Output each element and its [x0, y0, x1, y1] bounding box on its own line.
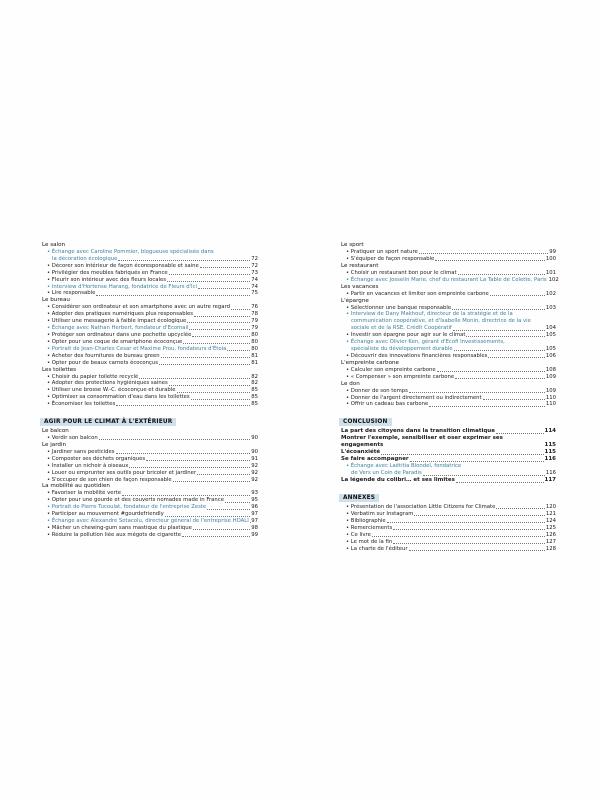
entry-title: • Portrait de Pierre Tucoulat, fondateur de l'entreprise Zeste	[47, 504, 207, 511]
entry-line	[346, 339, 556, 346]
entry-line	[47, 256, 258, 263]
entry-title: • Opter pour une gourde et des couverts nomades made in France	[47, 497, 224, 504]
page-number: 110	[545, 394, 556, 401]
dot-leader	[177, 392, 251, 393]
toc-entry[interactable]	[42, 532, 258, 539]
entry-title: • Jardiner sans pesticides	[47, 448, 115, 455]
entry-title: • Fleurir son intérieur avec des fleurs locales	[47, 276, 167, 283]
page-number: 98	[251, 525, 258, 531]
page-number: 79	[251, 318, 258, 325]
entry-title: • Ce livre	[346, 531, 371, 538]
page-number: 109	[545, 387, 556, 394]
dot-leader	[227, 350, 250, 351]
dot-leader	[496, 433, 544, 434]
toc-entry[interactable]	[341, 249, 556, 256]
entry-title: La légende du colibri… et ses limites	[341, 477, 455, 484]
toc-entry[interactable]	[341, 504, 556, 511]
entry-title: • La charte de l'éditeur	[346, 545, 408, 552]
toc-entry[interactable]	[341, 395, 556, 402]
toc-entry[interactable]	[42, 449, 258, 456]
dot-leader	[387, 522, 545, 523]
page-number: 126	[545, 531, 556, 538]
toc-entry[interactable]	[341, 276, 559, 284]
toc-entry[interactable]	[42, 490, 258, 497]
section-title-vacances: Les vacances	[341, 283, 379, 290]
page-number: 121	[545, 511, 556, 518]
section-title-restaurant: Le restaurant	[341, 262, 379, 269]
toc-entry[interactable]	[341, 532, 556, 539]
dot-leader	[169, 274, 251, 275]
entry-title: • Donner de l'argent directement ou indirectement	[346, 394, 482, 401]
page-number: 80	[251, 338, 258, 345]
page-number: 85	[251, 401, 258, 408]
entry-title: • Verdir son balcon	[47, 435, 98, 442]
entry-title: • Protéger son ordinateur dans une pochette upcyclée	[47, 331, 192, 338]
entry-title-cont: de Vers un Coin de Paradis	[351, 470, 422, 477]
entry-title-cont: la décoration écologique	[52, 255, 118, 262]
dot-leader	[452, 309, 545, 310]
section-title-sport: Le sport	[341, 242, 364, 248]
page-number: 117	[544, 477, 556, 484]
entry-title: • Donner de son temps	[346, 387, 408, 394]
entry-title: • Sélectionner une banque responsable	[346, 304, 452, 311]
dot-leader	[393, 529, 545, 530]
dot-leader	[116, 453, 251, 454]
entry-title: • Choisir un restaurant bon pour le climat	[346, 269, 457, 276]
dot-leader	[182, 536, 250, 537]
entry-title: L'écoanxiété	[341, 449, 381, 456]
page-number: 106	[545, 352, 556, 359]
page-number: 72	[251, 255, 258, 262]
toc-entry[interactable]	[341, 339, 556, 353]
page-number: 95	[251, 497, 258, 504]
entry-title: • Utiliser une messagerie à faible impact écologique	[47, 318, 187, 325]
entry-title: • Présentation de l'association Little Citizens for Climate	[346, 504, 496, 511]
page-number: 96	[251, 504, 258, 511]
page-number: 97	[251, 511, 258, 518]
toc-entry[interactable]	[42, 525, 258, 532]
page-number: 116	[544, 456, 556, 463]
entry-title: • Adopter des pratiques numériques plus responsables	[47, 311, 194, 318]
dot-leader	[116, 405, 250, 406]
toc-entry[interactable]	[42, 518, 258, 525]
toc-entry[interactable]	[341, 511, 556, 518]
page-number: 92	[251, 462, 258, 469]
dot-leader	[423, 475, 545, 476]
entry-title: • Louer ou emprunter ses outils pour bricoler et jardiner	[47, 469, 197, 476]
toc-entry[interactable]	[42, 463, 258, 470]
dot-leader	[165, 516, 250, 517]
page-number: 105	[545, 345, 556, 352]
entry-title: • Échange avec Nathan Herbert, fondateur d'Ecomail	[47, 325, 189, 332]
entry-title: • Échange avec Caroline Pommier, blogueuse spécialisée dans	[47, 249, 214, 255]
page-number: 100	[545, 255, 556, 262]
dot-leader	[225, 502, 250, 503]
dot-leader	[372, 536, 545, 537]
entry-title: • Considérer son ordinateur et son smartphone avec un autre regard	[47, 304, 230, 311]
dot-leader	[455, 378, 545, 379]
page-number: 115	[544, 449, 556, 456]
page-number: 72	[251, 262, 258, 269]
entry-title: • Décorer son intérieur de façon écoresponsable et saine	[47, 262, 199, 269]
entry-line	[346, 346, 556, 353]
entry-title: • Choisir du papier toilette recyclé	[47, 373, 139, 380]
toc-entry[interactable]	[341, 291, 556, 298]
page-number: 109	[545, 373, 556, 380]
section-title-empreinte: L'empreinte carbone	[341, 359, 399, 366]
dot-leader	[414, 515, 544, 516]
dot-leader	[193, 529, 250, 530]
entry-title-cont: sociale et de la RSE, Crédit Coopératif	[351, 325, 452, 332]
dot-leader	[393, 543, 545, 544]
page-number: 102	[545, 290, 556, 297]
dot-leader	[169, 385, 250, 386]
toc-entry[interactable]	[42, 497, 258, 504]
entry-title: • Verbatim sur Instagram	[346, 511, 414, 518]
page-number: 99	[251, 531, 258, 538]
conclusion-entry[interactable]	[341, 435, 556, 449]
entry-title: • Opter pour de beaux carnets écoconçus	[47, 359, 159, 366]
toc-entry[interactable]	[42, 332, 258, 339]
dot-leader	[146, 460, 250, 461]
page-number: 92	[251, 476, 258, 483]
entry-title: • « Compenser » son empreinte carbone	[346, 373, 455, 380]
conclusion-entry[interactable]	[341, 477, 556, 484]
entry-title-cont: spécialiste du développement durable	[351, 345, 453, 352]
page-number: 85	[251, 394, 258, 401]
dot-leader	[458, 274, 545, 275]
entry-title: • Acheter des fournitures de bureau green	[47, 352, 160, 359]
section-title-mobilite: La mobilité au quotidien	[42, 483, 110, 490]
page-number: 82	[251, 373, 258, 380]
entry-title: • Favoriser la mobilité verte	[47, 490, 122, 497]
toc-entry[interactable]	[341, 388, 556, 395]
page-number: 79	[251, 325, 258, 332]
page-number: 114	[544, 428, 556, 435]
dot-leader	[198, 288, 250, 289]
entry-title: • S'occuper de son chien de façon responsable	[47, 476, 172, 483]
toc-entry[interactable]	[42, 284, 258, 291]
dot-leader	[488, 357, 545, 358]
entry-title: • Lire responsable	[47, 290, 96, 297]
section-bar-conclusion: CONCLUSION	[339, 418, 392, 426]
dot-leader	[194, 316, 250, 317]
dot-leader	[409, 392, 545, 393]
page-number: 127	[545, 538, 556, 545]
toc-entry[interactable]	[42, 387, 258, 394]
page-number: 74	[251, 283, 258, 290]
page-number: 80	[251, 331, 258, 338]
entry-title: La part des citoyens dans la transition climatique	[341, 428, 495, 435]
toc-entry[interactable]	[42, 456, 258, 463]
section-title-salon: Le salon	[42, 242, 66, 248]
section-title-don: Le don	[341, 380, 360, 387]
toc-entry[interactable]	[341, 525, 556, 532]
page-number: 81	[251, 352, 258, 359]
entry-title: • Participer au mouvement #gourdefriendly	[47, 511, 164, 518]
page-number: 81	[251, 359, 258, 366]
dot-leader	[129, 467, 250, 468]
dot-leader	[410, 461, 544, 462]
toc-entry[interactable]	[341, 539, 556, 546]
toc-entry[interactable]	[42, 360, 258, 367]
page-number: 97	[251, 518, 258, 525]
page-number: 128	[545, 545, 556, 552]
entry-title: • Interview de Dany Makhouf, directeur de la stratégie et de la	[346, 311, 513, 318]
dot-leader	[197, 474, 250, 475]
section-title-bureau: Le bureau	[42, 297, 70, 304]
page-number: 93	[251, 490, 258, 497]
toc-entry[interactable]	[42, 339, 258, 346]
dot-leader	[139, 378, 250, 379]
entry-title: • Échange avec Alexandre Sotacolu, directeur général de l'entreprise HOALI	[47, 518, 249, 525]
entry-title: • Investir son épargne pour agir sur le climat	[346, 332, 466, 339]
dot-leader	[231, 309, 250, 310]
dot-leader	[454, 350, 545, 351]
entry-title: Montrer l'exemple, sensibiliser et oser exprimer ses engagements	[341, 435, 503, 449]
entry-title: • Échange avec Laëtitia Blondel, fondatrice	[346, 463, 462, 470]
entry-title: • Pratiquer un sport nature	[346, 249, 418, 255]
entry-title: • Remerciements	[346, 524, 393, 531]
dot-leader	[437, 371, 545, 372]
dot-leader	[122, 495, 250, 496]
page-number: 105	[545, 332, 556, 339]
dot-leader	[207, 509, 250, 510]
dot-leader	[453, 330, 545, 331]
dot-leader	[118, 260, 250, 261]
toc-entry[interactable]	[42, 346, 258, 353]
section-title-toilettes: Les toilettes	[42, 366, 77, 373]
dot-leader	[200, 267, 250, 268]
entry-title: • Le mot de la fin	[346, 538, 393, 545]
entry-title: • Opter pour une coque de smartphone écoconçue	[47, 338, 183, 345]
entry-title: • Bibliographie	[346, 517, 386, 524]
entry-line	[47, 249, 258, 256]
entry-title: • Économiser les toilettes	[47, 401, 116, 408]
page-number: 73	[251, 269, 258, 276]
entry-title: • Interview d'Hortense Harang, fondatrice de Fleurs d'Ici	[47, 283, 197, 290]
dot-leader	[189, 329, 250, 330]
dot-leader	[99, 439, 251, 440]
toc-entry[interactable]	[341, 374, 556, 381]
toc-entry[interactable]	[341, 256, 556, 263]
page-number: 80	[251, 345, 258, 352]
page-number: 90	[251, 435, 258, 442]
entry-title: • Échange avec Olivier Ken, gérant d'Ecofi Investissements,	[346, 339, 505, 346]
page-number: 104	[545, 325, 556, 332]
toc-entry[interactable]	[341, 463, 556, 477]
dot-leader	[496, 508, 545, 509]
dot-leader	[419, 253, 548, 254]
toc-entry[interactable]	[42, 290, 258, 297]
section-title-epargne: L'épargne	[341, 297, 369, 304]
page-number: 103	[545, 304, 556, 311]
toc-entry[interactable]	[341, 270, 556, 277]
dot-leader	[159, 364, 250, 365]
toc-entry[interactable]	[341, 367, 556, 374]
toc-left-column	[42, 242, 258, 539]
page-number: 74	[251, 276, 258, 283]
page-number: 108	[545, 366, 556, 373]
toc-entry[interactable]	[42, 270, 258, 277]
toc-entry[interactable]	[341, 311, 556, 332]
page-number: 110	[545, 401, 556, 408]
entry-title: Se faire accompagner	[341, 456, 409, 463]
entry-title-cont: communication coopérative, et d'Isabelle Monin, directrice de la vie	[351, 318, 531, 325]
page-number: 99	[549, 249, 556, 255]
toc-entry[interactable]	[42, 401, 258, 408]
entry-title: • Échange avec Josselin Marie, chef du restaurant La Table de Colette, Paris	[346, 276, 547, 283]
toc-entry[interactable]	[42, 353, 258, 360]
entry-title: • Calculer son empreinte carbone	[346, 366, 436, 373]
dot-leader	[173, 481, 251, 482]
page-number: 91	[251, 455, 258, 462]
section-bar-agir-exterieur: AGIR POUR LE CLIMAT À L'EXTÉRIEUR	[40, 418, 176, 426]
toc-entry[interactable]	[341, 401, 556, 408]
entry-title: • Découvrir des innovations financières responsables	[346, 352, 488, 359]
page-number: 101	[545, 269, 556, 276]
conclusion-entry[interactable]	[341, 428, 556, 435]
dot-leader	[466, 336, 544, 337]
dot-leader	[183, 343, 250, 344]
entry-title: • Partir en vacances et limiter son empreinte carbone	[346, 290, 489, 297]
entry-line	[346, 463, 556, 470]
entry-title: • Privilégier des meubles fabriqués en France	[47, 269, 168, 276]
dot-leader	[456, 482, 544, 483]
toc-right-column	[341, 242, 559, 552]
page-number: 75	[251, 290, 258, 297]
toc-entry[interactable]	[42, 277, 258, 284]
page-number: 76	[251, 304, 258, 311]
dot-leader	[435, 260, 545, 261]
dot-leader	[96, 295, 250, 296]
section-title-jardin: Le jardin	[42, 441, 67, 448]
entry-title: • Réduire la pollution liée aux mégots de cigarette	[47, 531, 181, 538]
toc-entry[interactable]	[42, 435, 258, 442]
dot-leader	[192, 336, 250, 337]
toc-entry[interactable]	[341, 546, 556, 553]
page-number: 125	[545, 524, 556, 531]
entry-title: • Offrir un cadeau bas carbone	[346, 401, 429, 408]
dot-leader	[429, 406, 545, 407]
page-number: 92	[251, 469, 258, 476]
toc-entry[interactable]	[42, 504, 258, 511]
toc-entry[interactable]	[341, 353, 556, 360]
dot-leader	[167, 281, 250, 282]
page-number: 116	[545, 470, 556, 477]
dot-leader	[483, 399, 545, 400]
entry-title: • Composter ses déchets organiques	[47, 455, 146, 462]
toc-entry[interactable]	[341, 518, 556, 525]
page-number: 90	[251, 448, 258, 455]
toc-entry[interactable]	[42, 470, 258, 477]
entry-title: • Utiliser une brosse W.-C. écoconçue et durable	[47, 387, 176, 394]
entry-title: • Portrait de Jean-Charles Cesar et Maxime Prou, fondateurs d'Étola	[47, 345, 227, 352]
page-number: 82	[251, 380, 258, 387]
page-number: 120	[545, 504, 556, 511]
page-number: 102	[548, 276, 559, 283]
dot-leader	[381, 454, 543, 455]
page-number: 115	[544, 442, 556, 449]
page-number: 124	[545, 517, 556, 524]
entry-title: • Mâcher un chewing-gum sans mastique du plastique	[47, 525, 192, 531]
section-title-balcon: Le balcon	[42, 428, 69, 435]
toc-entry[interactable]	[42, 263, 258, 270]
entry-title: • Adopter des protections hygiéniques saines	[47, 380, 168, 387]
dot-leader	[490, 295, 545, 296]
dot-leader	[191, 399, 251, 400]
entry-title: • Optimiser sa consommation d'eau dans les toilettes	[47, 394, 190, 401]
page-number: 85	[251, 387, 258, 394]
dot-leader	[161, 357, 251, 358]
dot-leader	[187, 322, 250, 323]
toc-entry[interactable]	[42, 325, 258, 332]
entry-title: • S'équiper de façon responsable	[346, 255, 435, 262]
dot-leader	[409, 550, 545, 551]
section-bar-annexes: ANNEXES	[339, 494, 379, 502]
entry-title: • Installer un nichoir à oiseaux	[47, 462, 129, 469]
toc-entry[interactable]	[42, 249, 258, 263]
conclusion-entry[interactable]	[341, 449, 556, 456]
page-number: 78	[251, 311, 258, 318]
